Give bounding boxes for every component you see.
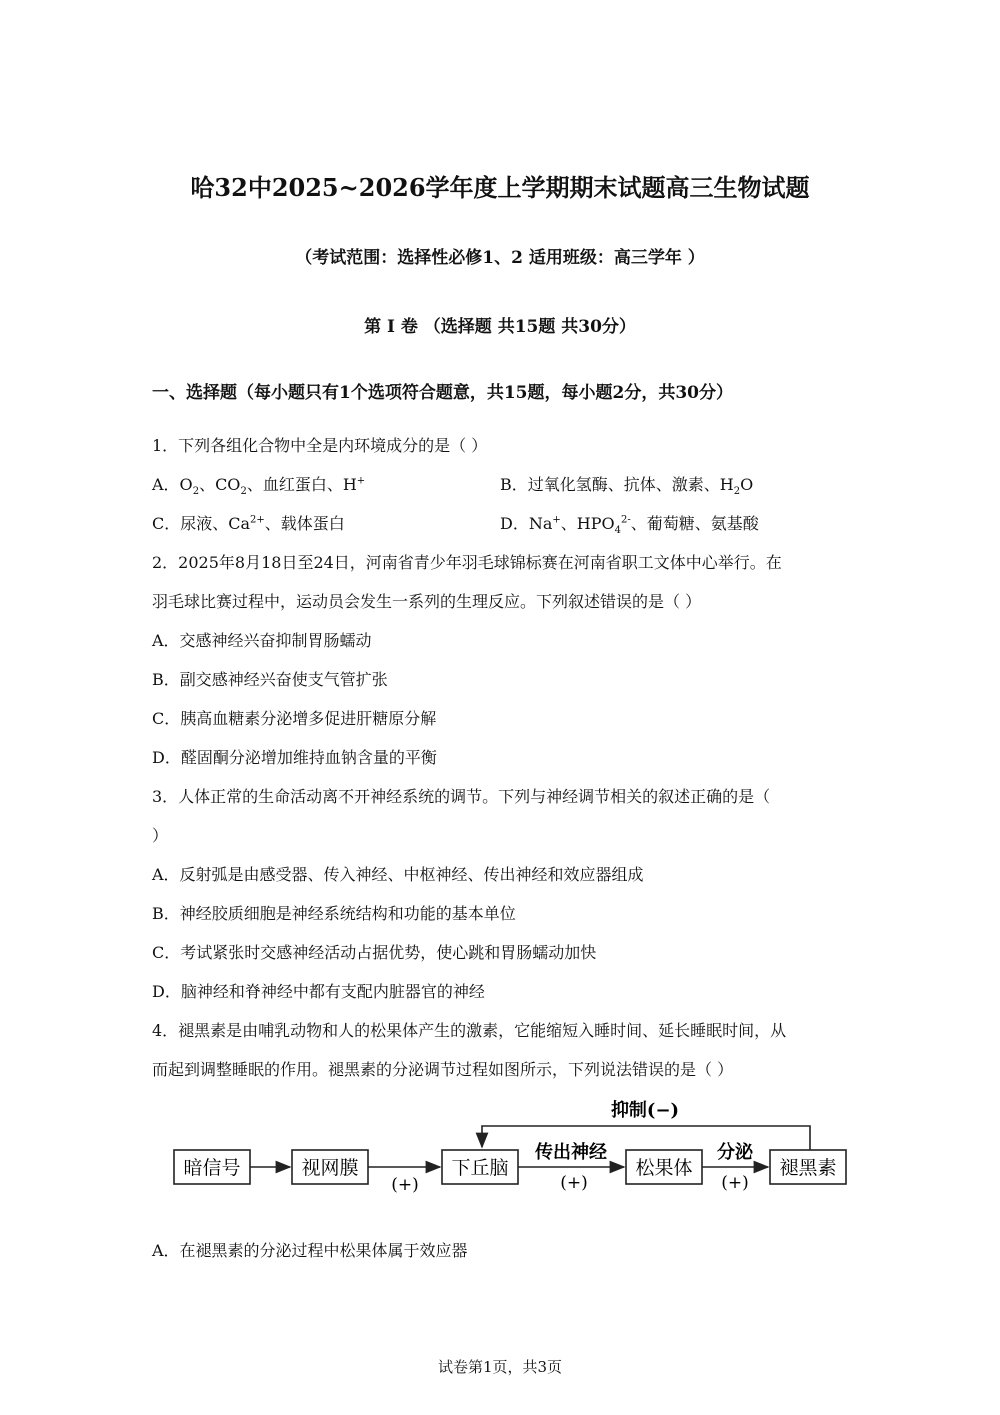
question-1-option-b: B．过氧化氢酶、抗体、激素、$H_2O$ — [500, 475, 754, 498]
sign-2: (+) — [560, 1173, 588, 1193]
question-2-option-b: B．副交感神经兴奋使支气管扩张 — [152, 670, 388, 689]
question-3-option-a: A．反射弧是由感受器、传入神经、中枢神经、传出神经和效应器组成 — [152, 865, 644, 884]
question-2-option-d: D．醛固酮分泌增加维持血钠含量的平衡 — [152, 748, 437, 767]
question-2-option-c: C．胰高血糖素分泌增多促进肝糖原分解 — [152, 709, 437, 728]
exam-scope: （考试范围：选择性必修1、2 适用班级：高三学年 ） — [295, 248, 705, 268]
question-3-stem-line1: 3．人体正常的生命活动离不开神经系统的调节。下列与神经调节相关的叙述正确的是（ — [152, 787, 771, 806]
box-retina-label: 视网膜 — [301, 1157, 359, 1179]
page-footer: 试卷第1页，共3页 — [437, 1358, 563, 1376]
question-1-option-d: D．Na+、$HPO_4^{2-}$、葡萄糖、氨基酸 — [500, 514, 759, 537]
volume-heading: 第 I 卷 （选择题 共15题 共30分） — [364, 317, 636, 337]
box-hypothalamus-label: 下丘脑 — [451, 1157, 509, 1179]
page-title: 哈32中2025~2026学年度上学期期末试题高三生物试题 — [190, 173, 810, 202]
question-1-option-a: A．$O_2$、$CO_2$、血红蛋白、H+ — [152, 475, 366, 498]
question-3-stem-line2: ） — [152, 826, 169, 845]
question-4-stem-line1: 4．褪黑素是由哺乳动物和人的松果体产生的激素，它能缩短入睡时间、延长睡眠时间，从 — [152, 1021, 787, 1040]
melatonin-regulation-diagram — [160, 1090, 860, 1200]
arrow-label-secrete: 分泌 — [717, 1142, 753, 1163]
question-1-option-c: C．尿液、$Ca^{2+}$、载体蛋白 — [152, 514, 345, 533]
sign-1: (+) — [391, 1175, 419, 1195]
box-dark-signal-label: 暗信号 — [183, 1157, 241, 1179]
question-4-stem-line2: 而起到调整睡眠的作用。褪黑素的分泌调节过程如图所示，下列说法错误的是（ ） — [152, 1060, 734, 1079]
box-pineal-label: 松果体 — [635, 1157, 693, 1179]
question-3-option-b: B．神经胶质细胞是神经系统结构和功能的基本单位 — [152, 904, 516, 923]
section-heading: 一、选择题（每小题只有1个选项符合题意，共15题，每小题2分，共30分） — [152, 383, 733, 403]
question-4-option-a: A．在褪黑素的分泌过程中松果体属于效应器 — [152, 1241, 468, 1260]
question-3-option-c: C．考试紧张时交感神经活动占据优势，使心跳和胃肠蠕动加快 — [152, 943, 597, 962]
question-1-stem: 1．下列各组化合物中全是内环境成分的是（ ） — [152, 436, 488, 455]
question-3-option-d: D．脑神经和脊神经中都有支配内脏器官的神经 — [152, 982, 485, 1001]
question-2-option-a: A．交感神经兴奋抑制胃肠蠕动 — [152, 631, 372, 650]
question-2-stem-line1: 2．2025年8月18日至24日，河南省青少年羽毛球锦标赛在河南省职工文体中心举行。在 — [152, 553, 782, 572]
sign-3: (+) — [721, 1173, 749, 1193]
arrow-label-efferent: 传出神经 — [535, 1142, 607, 1163]
box-melatonin-label: 褪黑素 — [779, 1157, 837, 1179]
question-2-stem-line2: 羽毛球比赛过程中，运动员会发生一系列的生理反应。下列叙述错误的是（ ） — [152, 592, 702, 611]
feedback-label: 抑制(−) — [610, 1100, 680, 1121]
